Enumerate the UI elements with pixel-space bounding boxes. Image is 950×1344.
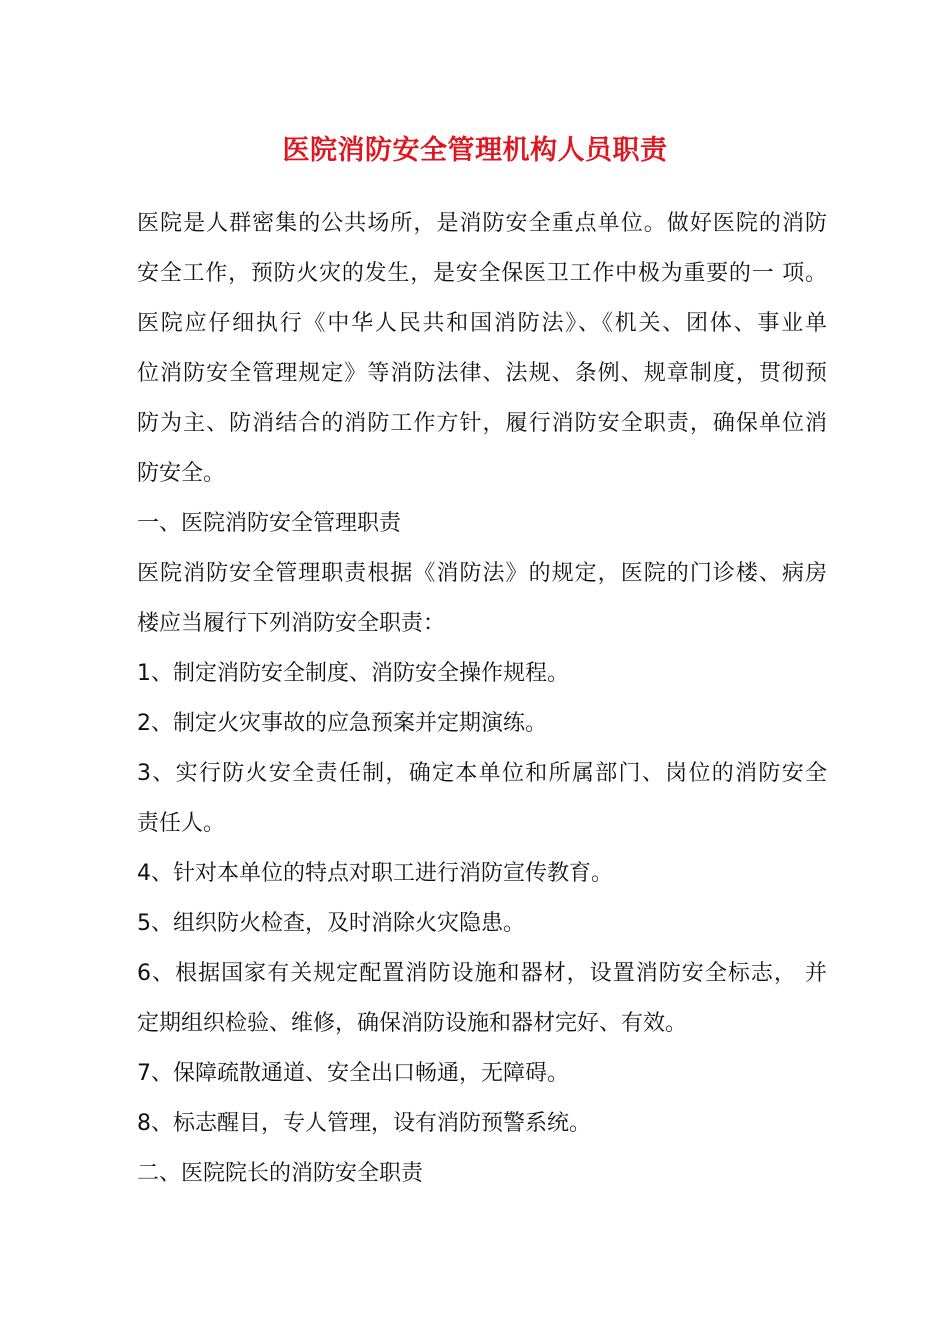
paragraph-line: 防安全。: [137, 461, 226, 486]
list-item: 1、制定消防安全制度、消防安全操作规程。: [137, 661, 569, 686]
list-item: 5、组织防火检查，及时消除火灾隐患。: [137, 911, 525, 936]
list-item: 6、根据国家有关规定配置消防设施和器材，设置消防安全标志， 并: [137, 961, 827, 986]
list-item: 3、实行防火安全责任制，确定本单位和所属部门、岗位的消防安全: [137, 761, 827, 786]
list-item-continuation: 定期组织检验、维修，确保消防设施和器材完好、有效。: [137, 1011, 688, 1036]
paragraph-line: 医院消防安全管理职责根据《消防法》的规定，医院的门诊楼、病房: [137, 561, 827, 586]
document-title: 医院消防安全管理机构人员职责: [282, 135, 668, 166]
list-item: 8、标志醒目，专人管理，设有消防预警系统。: [137, 1111, 591, 1136]
list-item: 2、制定火灾事故的应急预案并定期演练。: [137, 711, 547, 736]
paragraph-line: 医院是人群密集的公共场所，是消防安全重点单位。做好医院的消防: [137, 211, 827, 236]
paragraph-line: 安全工作，预防火灾的发生，是安全保医卫工作中极为重要的一 项。: [137, 261, 827, 286]
paragraph-line: 医院应仔细执行《中华人民共和国消防法》、《机关、团体、事业单: [137, 311, 827, 336]
section-heading: 二、医院院长的消防安全职责: [137, 1161, 424, 1186]
paragraph-line: 防为主、防消结合的消防工作方针，履行消防安全职责，确保单位消: [137, 411, 827, 436]
list-item-continuation: 责任人。: [137, 811, 226, 836]
section-heading: 一、医院消防安全管理职责: [137, 511, 402, 536]
paragraph-line: 楼应当履行下列消防安全职责：: [137, 611, 446, 636]
list-item: 7、保障疏散通道、安全出口畅通，无障碍。: [137, 1061, 569, 1086]
paragraph-line: 位消防安全管理规定》等消防法律、法规、条例、规章制度，贯彻预: [137, 361, 827, 386]
list-item: 4、针对本单位的特点对职工进行消防宣传教育。: [137, 861, 613, 886]
